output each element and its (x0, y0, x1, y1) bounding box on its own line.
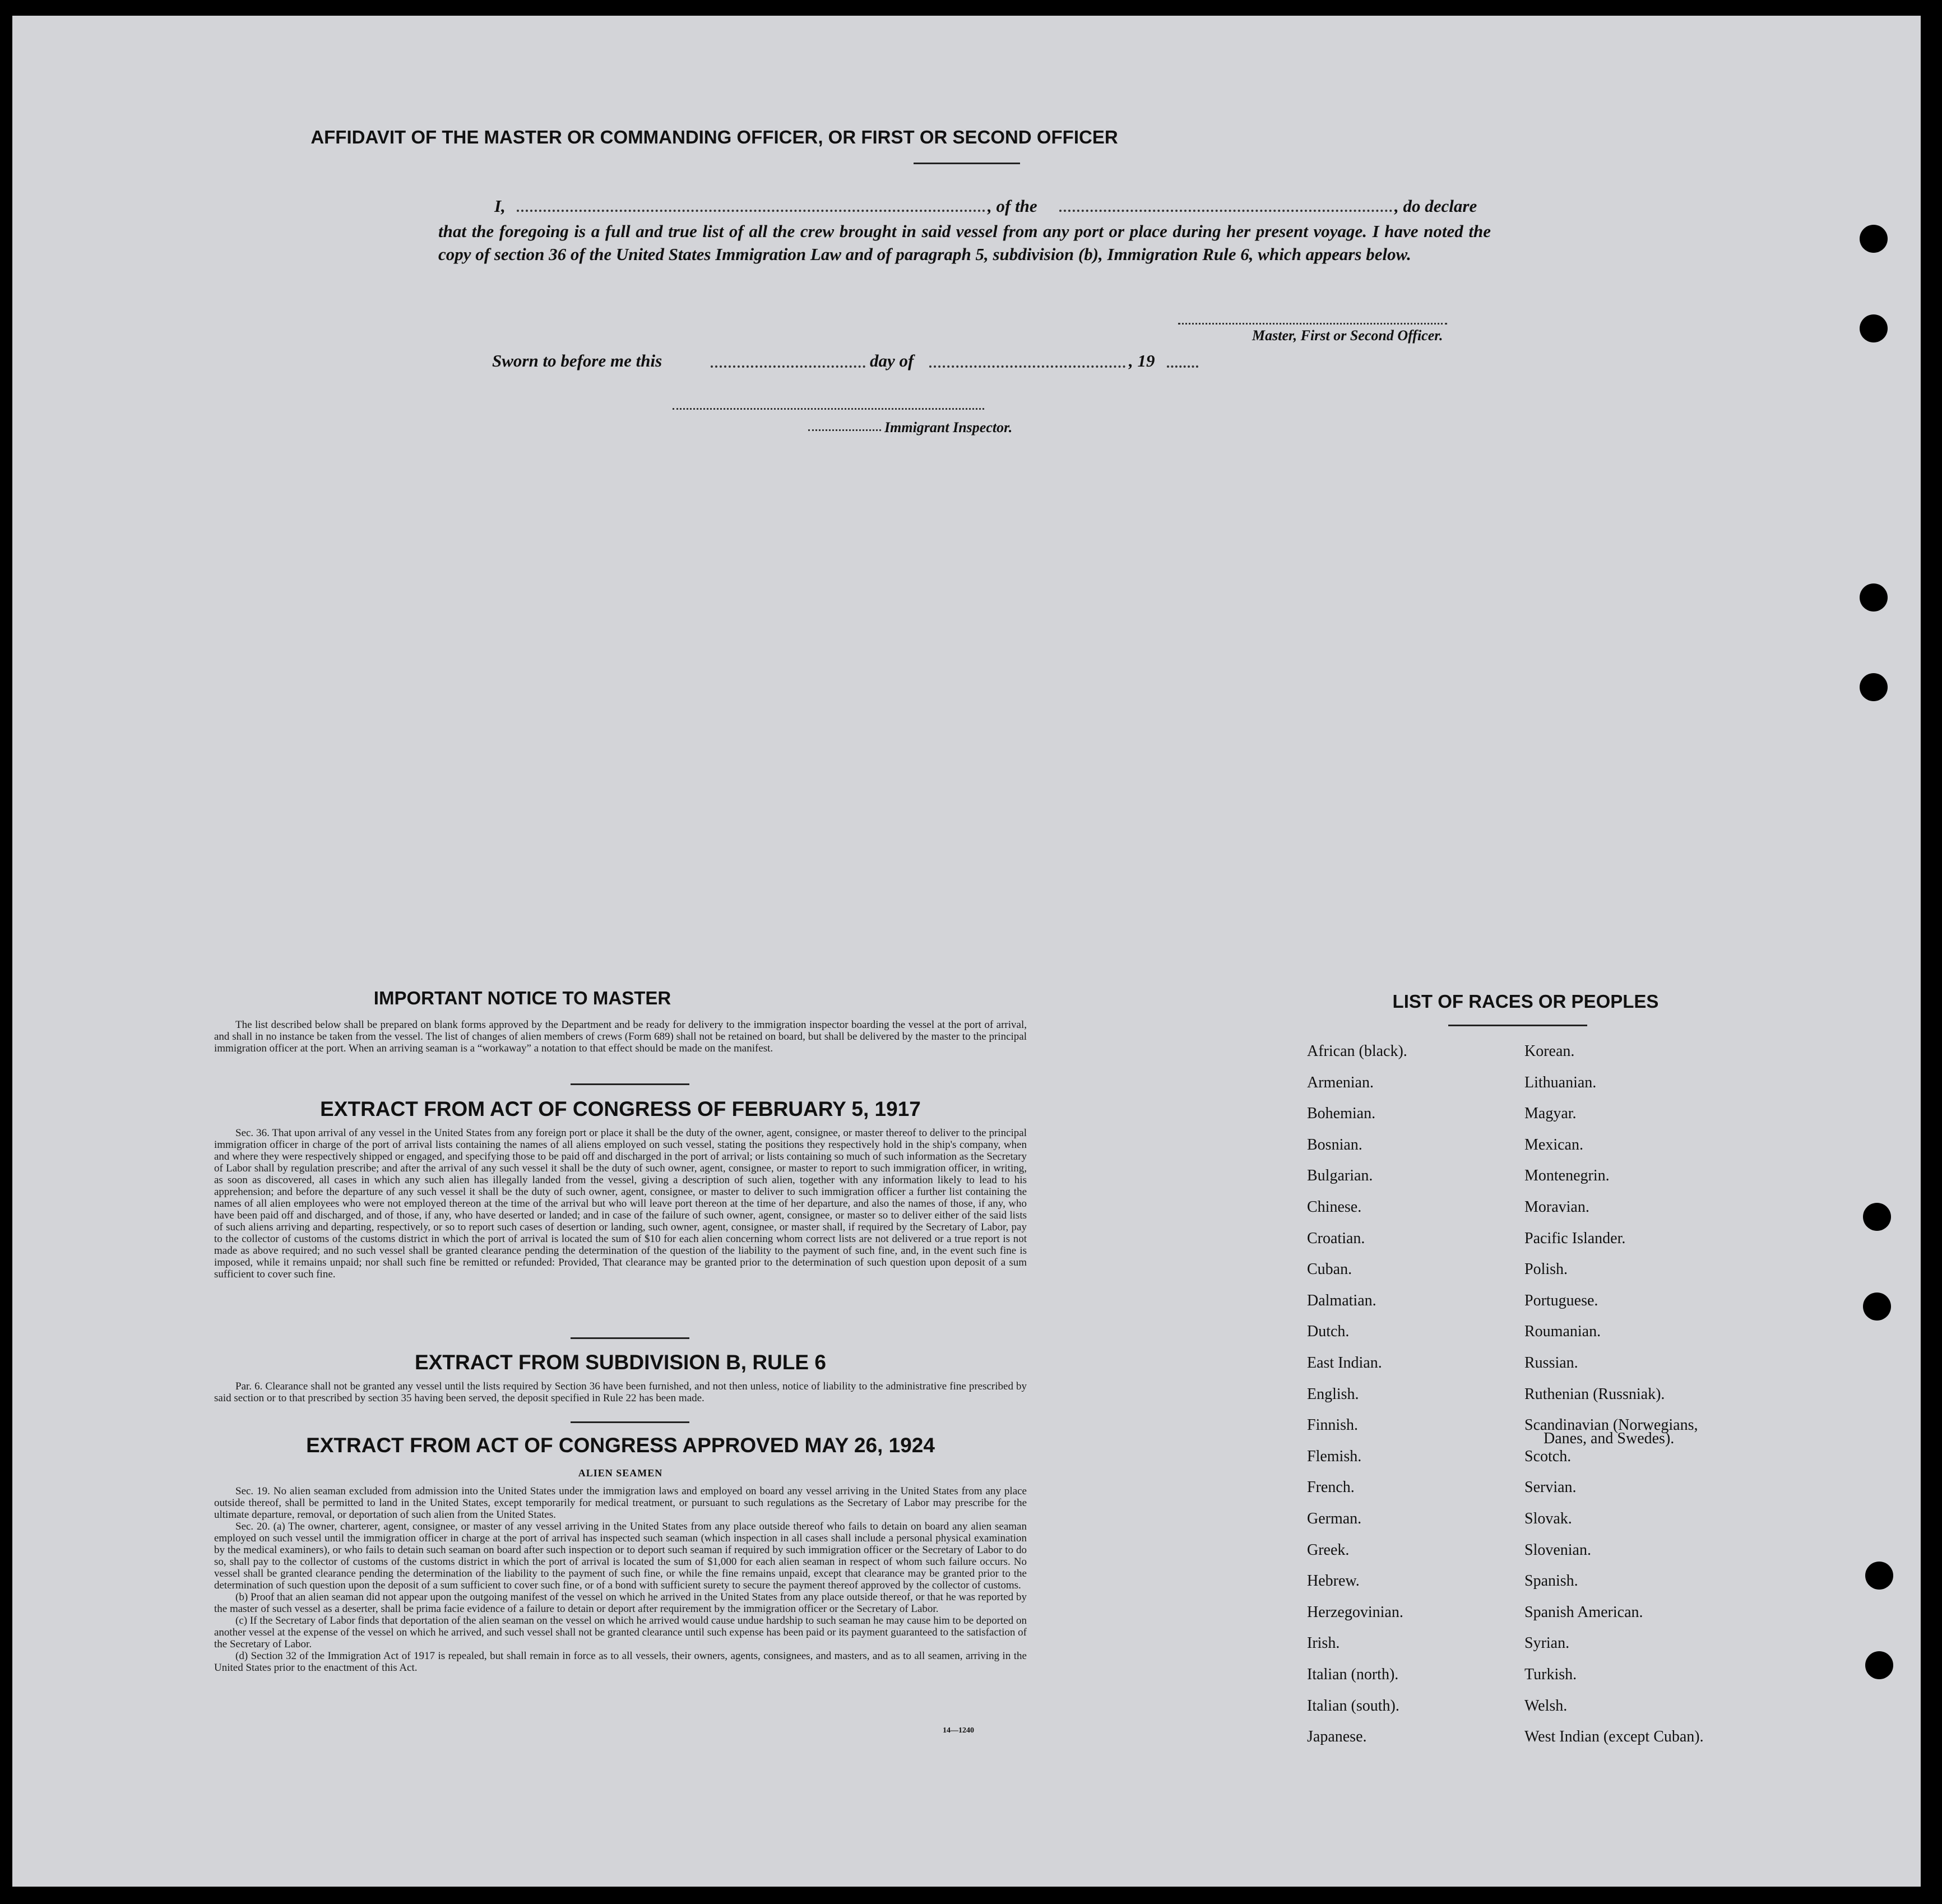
form-number: 14—1240 (943, 1726, 974, 1735)
race-item: Korean. (1524, 1043, 1575, 1060)
race-item: Herzegovinian. (1307, 1603, 1403, 1621)
sec-20b-paragraph: (b) Proof that an alien seaman did not appear upon the outgoing manifest of the vessel on which he arrived in the United States from any place outside thereof, or that he was reported by the master of such vessel as a deserter, shall be prima facie evidence of a failure to detain or deport after requirement by the immigration officer or the Secretary of Labor. (214, 1591, 1027, 1615)
punch-hole (1860, 673, 1888, 701)
form-page (12, 16, 1921, 1887)
master-signature-label: Master, First or Second Officer. (1252, 327, 1443, 344)
punch-hole (1863, 1293, 1891, 1321)
race-item: Spanish American. (1524, 1603, 1643, 1621)
races-title: LIST OF RACES OR PEOPLES (1392, 991, 1659, 1012)
race-item: Lithuanian. (1524, 1073, 1597, 1091)
subdivision-text (214, 1380, 1027, 1404)
notice-rule (571, 1083, 689, 1085)
sec-20d-paragraph: (d) Section 32 of the Immigration Act of 1917 is repealed, but shall remain in force as to all vessels, their owners, agents, consignees, and masters, and as to all seamen, arriving in the United States prior to the enactment of this Act. (214, 1650, 1027, 1674)
race-item: Mexican. (1524, 1136, 1583, 1153)
extract-1917-title: EXTRACT FROM ACT OF CONGRESS OF FEBRUARY 5, 1917 (320, 1097, 921, 1120)
race-item: English. (1307, 1385, 1359, 1403)
race-item: Irish. (1307, 1634, 1340, 1652)
race-item: German. (1307, 1510, 1362, 1527)
race-item: Chinese. (1307, 1198, 1362, 1216)
race-item: Spanish. (1524, 1572, 1578, 1590)
race-item: Armenian. (1307, 1073, 1374, 1091)
sworn-text: Sworn to before me this (492, 351, 662, 370)
race-item: French. (1307, 1479, 1355, 1497)
year-text: , 19 (1129, 351, 1155, 370)
race-item: Russian. (1524, 1354, 1578, 1372)
race-item: Montenegrin. (1524, 1167, 1610, 1185)
race-item: Scotch. (1524, 1447, 1572, 1465)
inspector-short-line (808, 429, 881, 431)
vessel-name-field[interactable] (1059, 210, 1392, 212)
race-item: Ruthenian (Russniak). (1524, 1385, 1665, 1403)
subdivision-paragraph: Par. 6. Clearance shall not be granted any vessel until the lists required by Section 36 have been furnished, and not then unless, notice of liability to the administrative fine prescribed by said section or to that prescribed by section 35 having been served, the deposit specified in Rule 22 has been made. (214, 1380, 1027, 1404)
race-item: Dalmatian. (1307, 1291, 1376, 1309)
extract-1917-paragraph: Sec. 36. That upon arrival of any vessel in the United States from any foreign port or place it shall be the duty of the owner, agent, consignee, or master thereof to deliver to the principal immigration officer in charge of the port of arrival lists containing the names of all aliens employed on such vessel, stating the positions they respectively hold in the ship's company, when and where they were respectively shipped or engaged, and specifying those to be paid off and discharged in the port of arrival; or lists containing so much of such information as the Secretary of Labor shall by regulation prescribe; and after the arrival of any such vessel it shall be the duty of such owner, agent, consignee, or master to report to such immigration officer, in writing, as soon as discovered, all cases in which any such alien has illegally landed from the vessel, giving a description of such alien, together with any information likely to lead to his apprehension; and before the departure of any such vessel it shall be the duty of such owner, agent, consignee, or master to deliver to such immigration officer a further list containing the names of all alien employees who were not employed thereon at the time of the arrival but who will leave port thereon at the time of her departure, and also the names of those, if any, who have been paid off and discharged, and of those, if any, who have deserted or landed; and in case of the failure of such owner, agent, consignee, or master so to deliver either of the said lists of such aliens arriving and departing, respectively, or so to report such cases of desertion or landing, such owner, agent, consignee, or master shall, if required by the Secretary of Labor, pay to the collector of customs of the customs district in which the port of arrival is located the sum of $10 for each alien concerning whom correct lists are not delivered or a true report is not made as above required; and no such vessel shall be granted clearance pending the determination of the question of the liability to the payment of such fine, and, in the event such fine is imposed, while it remains unpaid; nor shall such fine be remitted or refunded: Provided, That clearance may be granted prior to the determination of such question upon deposit of a sum sufficient to cover such fine. (214, 1127, 1027, 1280)
punch-hole (1865, 1562, 1893, 1590)
affidavit-of-the: , of the (988, 196, 1037, 216)
punch-hole (1865, 1651, 1893, 1679)
race-item: Portuguese. (1524, 1291, 1598, 1309)
race-item: Japanese. (1307, 1728, 1367, 1746)
sec-20c-paragraph: (c) If the Secretary of Labor finds that deportation of the alien seaman on the vessel on which he arrived would cause undue hardship to such seaman he may cause him to be deported on another vessel at the expense of the vessel on which he arrived, and such vessel shall not be granted clearance until such expense has been paid or its payment guaranteed to the satisfaction of the Secretary of Labor. (214, 1615, 1027, 1650)
race-item: Scandinavian (Norwegians, (1524, 1416, 1698, 1434)
race-item: Greek. (1307, 1541, 1350, 1559)
inspector-signature-field[interactable] (673, 408, 984, 410)
race-item: Italian (north). (1307, 1666, 1399, 1683)
race-item: Bosnian. (1307, 1136, 1362, 1153)
race-item: Croatian. (1307, 1229, 1365, 1247)
sworn-day-field[interactable] (711, 365, 865, 368)
race-item: East Indian. (1307, 1354, 1382, 1372)
subdivision-rule (571, 1421, 689, 1423)
race-item: Moravian. (1524, 1198, 1589, 1216)
sworn-year-field[interactable] (1167, 365, 1198, 368)
extract-1924-text (214, 1485, 1027, 1674)
races-title-rule (1448, 1025, 1587, 1026)
race-item: Hebrew. (1307, 1572, 1360, 1590)
affidavit-do-declare: , do declare (1394, 196, 1477, 216)
extract-1917-rule (571, 1337, 689, 1339)
punch-hole (1860, 314, 1888, 342)
notice-text (214, 1019, 1027, 1054)
race-item: Syrian. (1524, 1634, 1570, 1652)
affidavit-i: I, (494, 196, 506, 216)
race-item: Cuban. (1307, 1261, 1352, 1278)
punch-hole (1863, 1203, 1891, 1231)
race-item-continuation: Danes, and Swedes). (1544, 1430, 1675, 1448)
master-signature-field[interactable] (1178, 323, 1447, 325)
affidavit-body: that the foregoing is a full and true list of all the crew brought in said vessel from any port or place during her present voyage. I have noted the copy of section 36 of the United States Immigration Law and of paragraph 5, subdivision (b), Immigration Rule 6, which appears below. (438, 221, 1491, 264)
race-item: Magyar. (1524, 1105, 1577, 1123)
notice-paragraph: The list described below shall be prepared on blank forms approved by the Department and be ready for delivery to the immigration inspector boarding the vessel at the port of arrival, and shall in no instance be taken from the vessel. The list of changes of alien members of crews (Form 689) shall not be retained on board, but shall be delivered by the master to the principal immigration officer at the port. When an arriving seaman is a “workaway” a notation to that effect should be made on the manifest. (214, 1019, 1027, 1054)
race-item: Servian. (1524, 1479, 1577, 1497)
affiant-name-field[interactable] (517, 210, 985, 212)
race-item: Roumanian. (1524, 1323, 1601, 1341)
extract-1924-title: EXTRACT FROM ACT OF CONGRESS APPROVED MAY 26, 1924 (306, 1434, 935, 1457)
race-item: Slovak. (1524, 1510, 1572, 1527)
race-item: Pacific Islander. (1524, 1229, 1626, 1247)
sec-20a-paragraph: Sec. 20. (a) The owner, charterer, agent, consignee, or master of any vessel arriving in the United States from any place outside thereof who fails to detain on board any alien seaman employed on such vessel until the immigration officer in charge at the port of arrival has inspected such seaman (which inspection in all cases shall include a personal physical examination by the medical examiners), or who fails to detain such seaman on board after such inspection or to deport such seaman if required by such immigration officer or the Secretary of Labor to do so, shall pay to the collector of customs of the customs district in which the port of arrival is located the sum of $1,000 for each alien seaman in respect of whom such failure occurs. No vessel shall be granted clearance pending the determination of the liability to the payment of such fine, or while the fine remains unpaid, except that clearance may be granted prior to the determination of such question upon the deposit of a sum sufficient to cover such fine, or of a bond with sufficient surety to secure the payment thereof approved by the collector of customs. (214, 1521, 1027, 1591)
notice-title: IMPORTANT NOTICE TO MASTER (373, 988, 671, 1008)
affidavit-title-rule (914, 163, 1020, 164)
affidavit-title: AFFIDAVIT OF THE MASTER OR COMMANDING OFFICER, OR FIRST OR SECOND OFFICER (310, 127, 1118, 147)
race-item: Finnish. (1307, 1416, 1359, 1434)
punch-hole (1860, 225, 1888, 253)
race-item: Welsh. (1524, 1697, 1568, 1715)
race-item: Flemish. (1307, 1447, 1362, 1465)
inspector-label: Immigrant Inspector. (884, 419, 1013, 436)
day-of-text: day of (870, 351, 914, 370)
race-item: Italian (south). (1307, 1697, 1399, 1715)
race-item: Turkish. (1524, 1666, 1577, 1683)
sec-19-paragraph: Sec. 19. No alien seaman excluded from admission into the United States under the immigration laws and employed on board any vessel arriving in the United States from any place outside thereof, shall be permitted to land in the United States, except temporarily for medical treatment, or pursuant to such regulations as the Secretary of Labor may prescribe for the ultimate departure, removal, or deportation of such alien from the United States. (214, 1485, 1027, 1521)
subdivision-title: EXTRACT FROM SUBDIVISION B, RULE 6 (415, 1351, 826, 1374)
race-item: Bohemian. (1307, 1105, 1376, 1123)
race-item: Polish. (1524, 1261, 1568, 1278)
race-item: West Indian (except Cuban). (1524, 1728, 1704, 1746)
extract-1917-text (214, 1127, 1027, 1280)
alien-seamen-subtitle: ALIEN SEAMEN (578, 1467, 663, 1479)
race-item: Dutch. (1307, 1323, 1350, 1341)
race-item: African (black). (1307, 1043, 1407, 1060)
sworn-month-field[interactable] (929, 365, 1125, 368)
punch-hole (1860, 583, 1888, 611)
race-item: Bulgarian. (1307, 1167, 1373, 1185)
race-item: Slovenian. (1524, 1541, 1591, 1559)
